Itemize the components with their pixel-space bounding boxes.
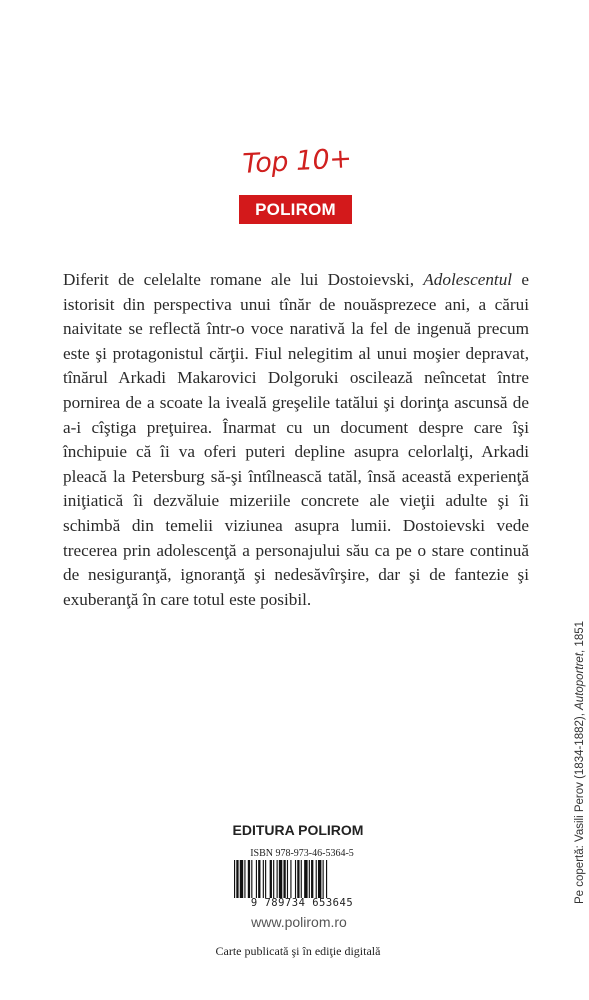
blurb-body: e istorisit din perspectiva unui tînăr de nouăsprezece ani, a cărui naivitate se reflectă într-o voce narativă la fel de ingenuă precum este şi protagonistul cărţii. Fiul nelegitim al unui moşier depravat, tînărul Arkadi Makarovici Dolgoruki oscilează neîncetat între pornirea de a scoate la iveală greşelile tatălui şi dorinţa ascunsă de a-i cîştiga preţuirea. Înarmat cu un document despre care îşi închipuie că îi va oferi puteri depline asupra celorlalţi, Arkadi pleacă la Petersburg să-şi întîlnească tatăl, însă această experienţă iniţiatică îi dezvăluie mizeriile concrete ale vieţii adulte şi îi schimbă din temelii viziunea asupra lumii. Dostoievski vede trecerea prin adolescenţă a personajului său ca pe o stare continuă de nesiguranţă, ignoranţă şi nedesăvîrşire, dar şi de fantezie şi exuberanţă în care totul este posibil. xyxy=(63,270,529,609)
barcode-bar xyxy=(277,860,278,898)
barcode-bar xyxy=(318,860,321,898)
barcode-bar xyxy=(234,860,235,898)
barcode-bar xyxy=(287,860,288,898)
barcode-bar xyxy=(323,860,324,898)
barcode-bar xyxy=(316,860,317,898)
barcode-digits: 9 789734 653645 xyxy=(250,897,354,909)
isbn: ISBN 978-973-46-5364-5 xyxy=(250,848,354,859)
publisher-name: EDITURA POLIROM xyxy=(232,822,364,838)
barcode xyxy=(232,860,372,898)
barcode-bar xyxy=(297,860,299,898)
barcode-bar xyxy=(283,860,285,898)
barcode-bar xyxy=(258,860,260,898)
barcode-bar xyxy=(273,860,274,898)
barcode-bar xyxy=(248,860,250,898)
credit-year: , 1851 xyxy=(574,620,586,653)
publisher-logo: POLIROM xyxy=(239,195,352,224)
cover-credit xyxy=(574,588,586,904)
barcode-bar xyxy=(301,860,302,898)
barcode-bar xyxy=(236,860,238,898)
digital-edition-note: Carte publicată şi în ediţie digitală xyxy=(215,944,381,958)
barcode-bar xyxy=(256,860,257,898)
credit-work: Autoportret xyxy=(574,652,586,710)
book-title: Adolescentul xyxy=(423,270,513,289)
series-logo: Top 10+ xyxy=(241,143,353,180)
blurb-paragraph xyxy=(63,268,529,612)
barcode-bar xyxy=(240,860,243,898)
barcode-bar xyxy=(311,860,313,898)
barcode-bar xyxy=(263,860,264,898)
barcode-bar xyxy=(295,860,296,898)
barcode-bar xyxy=(270,860,272,898)
barcode-bar xyxy=(265,860,266,898)
barcode-bar xyxy=(326,860,327,898)
barcode-bar xyxy=(279,860,282,898)
barcode-bar xyxy=(309,860,310,898)
blurb xyxy=(63,268,529,612)
barcode-bar xyxy=(251,860,252,898)
barcode-bar xyxy=(304,860,307,898)
website: www.polirom.ro xyxy=(251,914,347,930)
blurb-intro: Diferit de celelalte romane ale lui Dostoievski, xyxy=(63,270,424,289)
barcode-bar xyxy=(244,860,245,898)
barcode-bar xyxy=(290,860,291,898)
credit-prefix: Pe copertă: Vasili Perov (1834-1882), xyxy=(574,709,586,904)
